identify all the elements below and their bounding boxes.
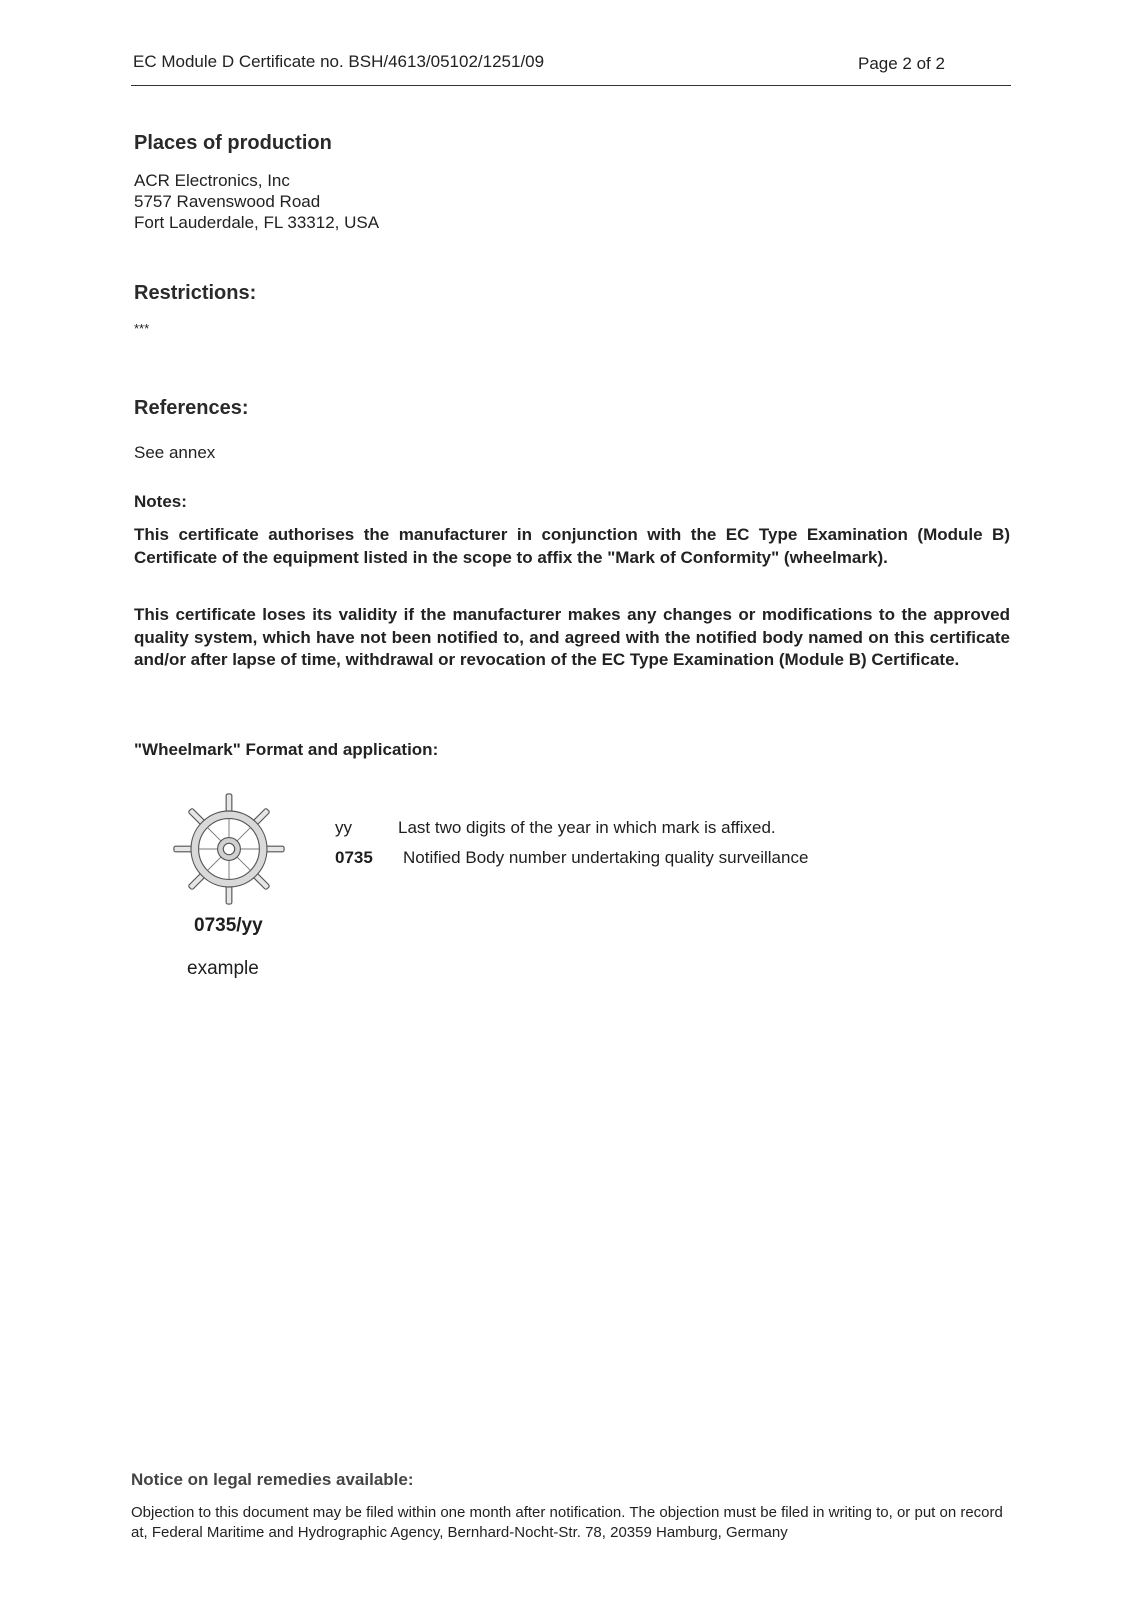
page-number: Page 2 of 2 [858, 54, 945, 73]
notes-paragraph-1: This certificate authorises the manufacturer in conjunction with the EC Type Examination (Module B) Certificate of the equipment listed in the scope to affix the "Mark of Conformity" (wheelmark). [134, 525, 1010, 567]
notes-paragraph-2: This certificate loses its validity if the manufacturer makes any changes or modifications to the approved quality system, which have not been notified to, and agreed with the notified body named on this certificate and/or after lapse of time, withdrawal or revocation of the EC Type Examination (Module B) Certificate. [134, 605, 1010, 669]
restrictions-value: *** [134, 321, 150, 336]
legal-notice-heading: Notice on legal remedies available: [131, 1470, 414, 1489]
legend-key-0735: 0735 [335, 848, 373, 867]
address-line-3: Fort Lauderdale, FL 33312, USA [134, 213, 380, 232]
certificate-number: EC Module D Certificate no. BSH/4613/05102/1251/09 [133, 52, 545, 71]
address-line-2: 5757 Ravenswood Road [134, 192, 321, 211]
restrictions-heading: Restrictions: [134, 282, 257, 304]
legend-text-0735: Notified Body number undertaking quality surveillance [403, 848, 809, 867]
legend-key-yy: yy [335, 818, 352, 837]
wheelmark-heading: "Wheelmark" Format and application: [134, 740, 439, 759]
ship-wheel-icon [172, 792, 286, 906]
legal-notice-text: Objection to this document may be filed within one month after notification. The objection must be filed in writing to, or put on record at, Federal Maritime and Hydrographic Agency, Bernhard-Nocht-Str. 78, 20359 Hamburg, Germany [131, 1504, 1003, 1541]
references-heading: References: [134, 397, 249, 419]
references-value: See annex [134, 443, 216, 462]
legend-text-yy: Last two digits of the year in which mark is affixed. [398, 818, 776, 837]
header-divider [131, 85, 1011, 86]
places-heading: Places of production [134, 132, 332, 154]
notes-heading: Notes: [134, 492, 187, 511]
address-line-1: ACR Electronics, Inc [134, 171, 290, 190]
wheelmark-example-label: example [187, 958, 259, 979]
wheelmark-code: 0735/yy [194, 915, 263, 936]
